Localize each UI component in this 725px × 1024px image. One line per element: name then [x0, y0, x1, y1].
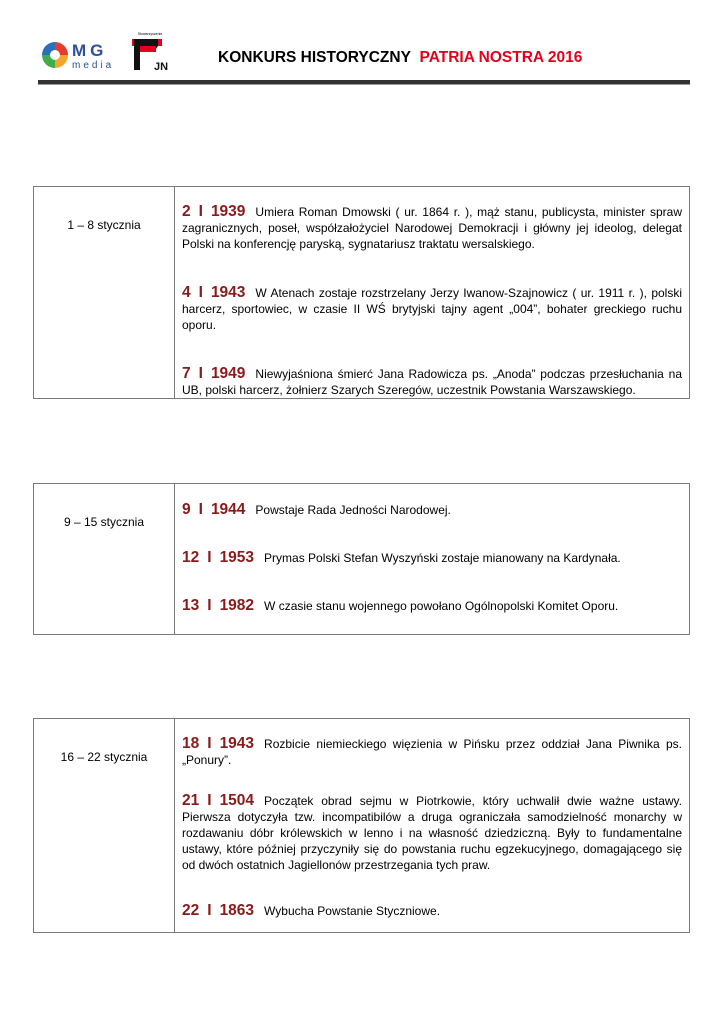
mg-logo-text: MG: [72, 41, 108, 60]
event-date: 12 I 1953: [182, 549, 255, 566]
week-date-label: 9 – 15 stycznia: [63, 515, 145, 529]
pjn-logo: [128, 30, 172, 76]
week-events: [175, 719, 689, 932]
event-entry: [182, 793, 682, 873]
week-table: [33, 718, 690, 933]
week-date-cell: [34, 484, 175, 634]
mg-media-logo: [42, 40, 122, 76]
event-entry: [182, 285, 682, 333]
week-table: [33, 186, 690, 399]
event-date: 22 I 1863: [182, 902, 255, 919]
event-entry: [182, 204, 682, 252]
pjn-logo-text: JN: [154, 61, 169, 73]
event-date: 21 I 1504: [182, 792, 255, 809]
event-entry: [182, 736, 682, 768]
week-events: [175, 187, 689, 398]
event-entry: [182, 550, 682, 566]
mg-logo-subtext: media: [72, 60, 115, 71]
event-date: 9 I 1944: [182, 501, 246, 518]
event-date: 7 I 1949: [182, 365, 246, 382]
event-text: W czasie stanu wojennego powołano Ogólnopolski Komitet Oporu.: [264, 599, 619, 613]
week-date-cell: [34, 187, 175, 398]
event-text: Niewyjaśniona śmierć Jana Radowicza ps. „Anoda” podczas przesłuchania na UB, polski harcerz, żołnierz Szarych Szeregów, uczestnik Powstania Warszawskiego.: [182, 367, 682, 397]
mg-circle-icon: [42, 42, 68, 68]
event-text: W Atenach zostaje rozstrzelany Jerzy Iwanow-Szajnowicz ( ur. 1911 r. ), polski harcerz, sportowiec, w czasie II WŚ brytyjski tajny agent „004”, bohater greckiego ruchu oporu.: [182, 286, 682, 332]
event-date: 13 I 1982: [182, 597, 255, 614]
event-entry: [182, 502, 682, 518]
event-text: Umiera Roman Dmowski ( ur. 1864 r. ), mąż stanu, publicysta, minister spraw zagranicznych, poseł, współzałożyciel Narodowej Demokracji i główny jej ideolog, delegat Polski na konferencję paryską, sygnatariusz traktatu wersalskiego.: [182, 205, 682, 251]
week-date-label: 16 – 22 stycznia: [60, 750, 148, 764]
week-date-cell: [34, 719, 175, 932]
week-table: [33, 483, 690, 635]
header-divider: [38, 80, 690, 85]
title-accent: PATRIA NOSTRA 2016: [419, 49, 583, 66]
event-entry: [182, 903, 682, 919]
event-text: Powstaje Rada Jedności Narodowej.: [255, 503, 451, 517]
week-events: [175, 484, 689, 634]
week-date-label: 1 – 8 stycznia: [67, 218, 141, 232]
event-date: 4 I 1943: [182, 284, 246, 301]
page-header: [40, 30, 690, 86]
event-date: 2 I 1939: [182, 203, 246, 220]
event-date: 18 I 1943: [182, 735, 255, 752]
event-text: Rozbicie niemieckiego więzienia w Pińsku przez oddział Jana Piwnika ps. „Ponury”.: [182, 737, 682, 767]
event-text: Początek obrad sejmu w Piotrkowie, który uchwalił dwie ważne ustawy. Pierwsza dotyczyła tzw. incompatibilów a druga ograniczała samodzielność monarchy w rozdawaniu dóbr królewskich w lenno i na własność dziedziczną. Były to fundamentalne ustawy, które później przyczyniły się do powstania ruchu egzekucyjnego, domagającego się od dwóch ostatnich Jagiellonów przestrzegania tych praw.: [182, 794, 682, 872]
title-main: KONKURS HISTORYCZNY: [218, 49, 411, 66]
event-entry: [182, 598, 682, 614]
page-title: [218, 49, 582, 67]
event-text: Wybucha Powstanie Styczniowe.: [264, 904, 441, 918]
event-text: Prymas Polski Stefan Wyszyński zostaje mianowany na Kardynała.: [264, 551, 621, 565]
pjn-logo-caption: Stowarzyszenie: [137, 32, 163, 36]
event-entry: [182, 366, 682, 398]
